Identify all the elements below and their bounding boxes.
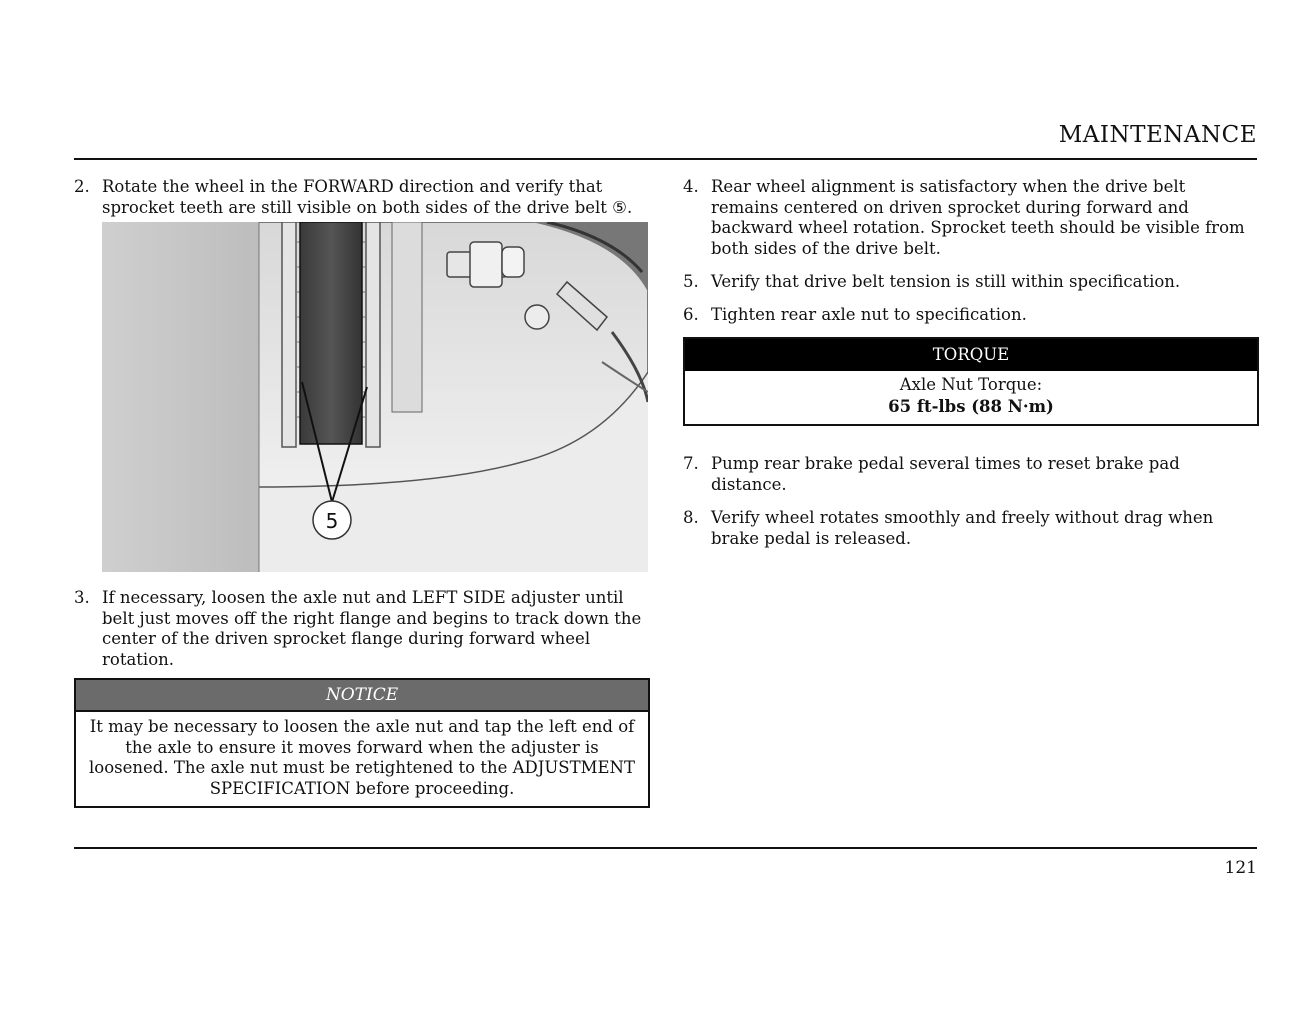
- step-number: 2.: [74, 177, 90, 196]
- step-3: [74, 588, 649, 670]
- step-number: 6.: [683, 305, 699, 324]
- step-6: [683, 305, 1258, 326]
- step-text: Rotate the wheel in the FORWARD direction and verify that sprocket teeth are still visible on both sides of the drive belt ⑤.: [102, 177, 633, 217]
- step-text: Rear wheel alignment is satisfactory when the drive belt remains centered on driven sprocket during forward and backward wheel rotation. Sprocket teeth should be visible from both sides of the drive belt.: [711, 177, 1245, 258]
- footer-rule: [74, 847, 1257, 849]
- step-number: 7.: [683, 454, 699, 473]
- step-7: [683, 454, 1258, 495]
- notice-title: NOTICE: [76, 680, 648, 712]
- page-number: 121: [1224, 858, 1257, 878]
- figure-callout: 5: [325, 509, 339, 533]
- drive-belt-figure: [102, 222, 648, 572]
- step-text: Tighten rear axle nut to specification.: [711, 305, 1027, 324]
- section-title: MAINTENANCE: [1058, 122, 1257, 148]
- step-8: [683, 508, 1258, 549]
- step-text: If necessary, loosen the axle nut and LEFT SIDE adjuster until belt just moves off the right flange and begins to track down the center of the driven sprocket flange during forward wheel rotation.: [102, 588, 642, 669]
- step-number: 8.: [683, 508, 699, 527]
- step-2: [74, 177, 649, 218]
- step-4: [683, 177, 1258, 259]
- step-5: [683, 272, 1258, 293]
- header-rule: [74, 158, 1257, 160]
- torque-label: Axle Nut Torque:: [899, 375, 1043, 394]
- torque-value: 65 ft-lbs (88 N·m): [888, 397, 1054, 416]
- step-text: Verify that drive belt tension is still within specification.: [711, 272, 1181, 291]
- step-number: 3.: [74, 588, 90, 607]
- torque-title: TORQUE: [685, 339, 1257, 371]
- step-text: Verify wheel rotates smoothly and freely without drag when brake pedal is released.: [711, 508, 1214, 548]
- step-number: 4.: [683, 177, 699, 196]
- step-number: 5.: [683, 272, 699, 291]
- notice-box: [74, 678, 650, 808]
- torque-box: [683, 337, 1259, 426]
- step-text: Pump rear brake pedal several times to reset brake pad distance.: [711, 454, 1180, 494]
- notice-body: It may be necessary to loosen the axle nut and tap the left end of the axle to ensure it moves forward when the adjuster is loosened. The axle nut must be retightened to the ADJUSTMENT SPECIFICATION before proceeding.: [89, 717, 635, 798]
